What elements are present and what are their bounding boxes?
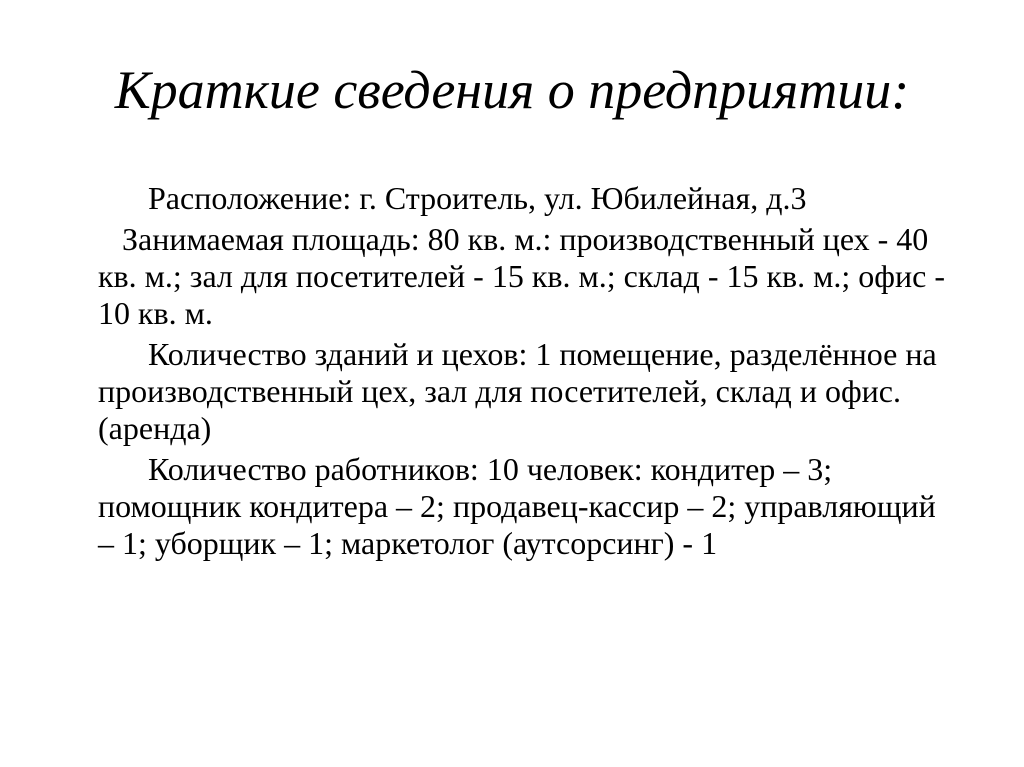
paragraph-area: Занимаемая площадь: 80 кв. м.: производственный цех - 40 кв. м.; зал для посетителей - 15 кв. м.; склад - 15 кв. м.; офис - 10 кв. м. [98,221,945,331]
paragraph-buildings: Количество зданий и цехов: 1 помещение, разделённое на производственный цех, зал для посетителей, склад и офис. (аренда) [98,336,937,446]
slide-body [98,180,948,566]
slide-title: Краткие сведения о предприятии: [114,60,910,120]
paragraph-staff: Количество работников: 10 человек: кондитер – 3; помощник кондитера – 2; продавец-кассир – 2; управляющий – 1; уборщик – 1; маркетолог (аутсорсинг) - 1 [98,451,936,561]
paragraph-location: Расположение: г. Строитель, ул. Юбилейная, д.3 [148,180,807,216]
